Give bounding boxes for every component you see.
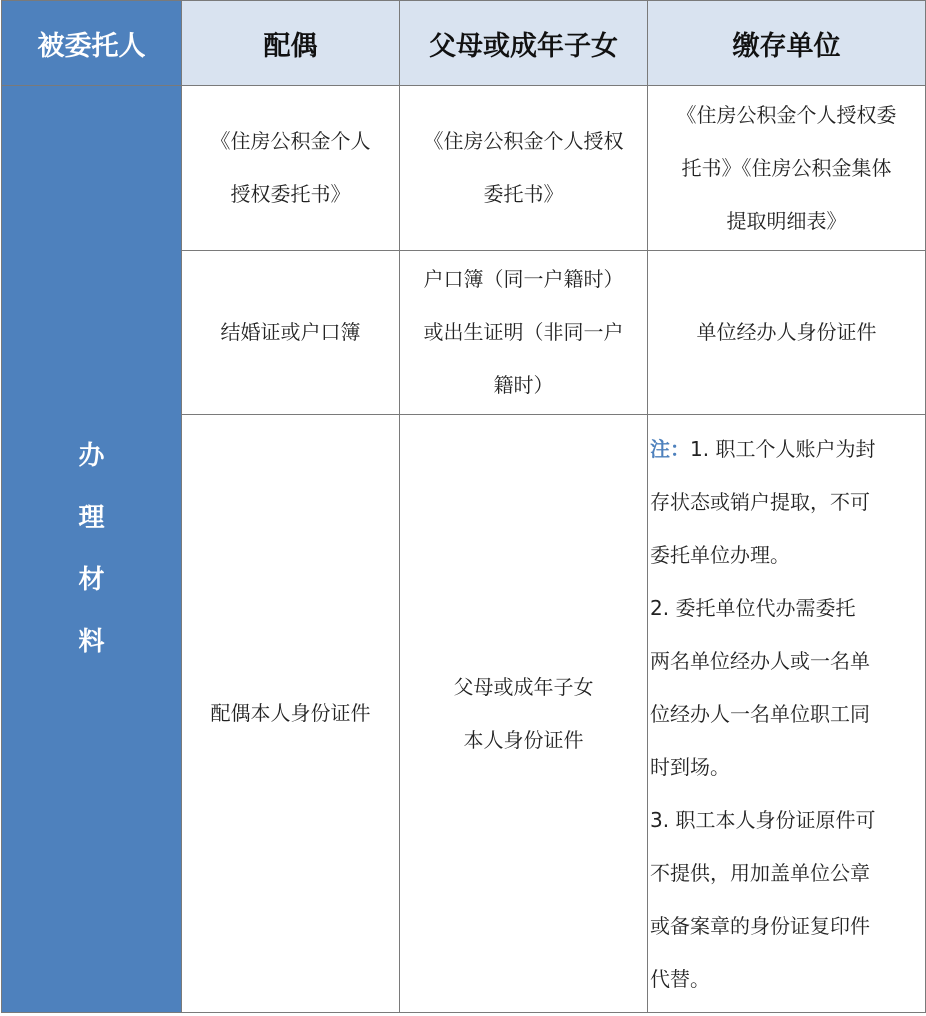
note-prefix: 注： (650, 437, 690, 461)
note-line: 2. 委托单位代办需委托 (650, 596, 856, 620)
note-line: 委托单位办理。 (650, 543, 790, 567)
cell-line: 配偶本人身份证件 (210, 701, 371, 725)
cell-line: 授权委托书》 (230, 182, 351, 206)
cell-line: 户口簿（同一户籍时） (423, 267, 624, 291)
row3-spouse (182, 415, 400, 1013)
header-row (2, 1, 926, 86)
cell-line: 结婚证或户口簿 (220, 320, 361, 344)
header-parents-children: 父母或成年子女 (400, 1, 648, 86)
note-line (650, 423, 923, 476)
row1-parents-children (400, 86, 648, 251)
side-label-cell (2, 86, 182, 1013)
cell-line: 托书》《住房公积金集体 (681, 155, 892, 180)
side-label: 办理材料 (78, 441, 105, 657)
note-line: 不提供，用加盖单位公章 (650, 861, 870, 885)
header-delegate: 被委托人 (2, 1, 182, 86)
note-line: 位经办人一名单位职工同 (650, 702, 870, 726)
note-line: 或备案章的身份证复印件 (650, 914, 870, 938)
cell-line: 或出生证明（非同一户 (423, 320, 624, 344)
cell-line: 委托书》 (483, 182, 564, 206)
row1-unit (648, 86, 926, 251)
row1-spouse (182, 86, 400, 251)
note-line: 两名单位经办人或一名单 (650, 649, 870, 673)
row2-parents-children (400, 251, 648, 415)
note-line: 时到场。 (650, 755, 730, 779)
header-spouse: 配偶 (182, 1, 400, 86)
note-line: 存状态或销户提取，不可 (650, 490, 870, 514)
table-row (2, 86, 926, 251)
cell-line: 《住房公积金个人授权 (423, 129, 624, 153)
row2-unit (648, 251, 926, 415)
note-text: 1. 职工个人账户为封 (690, 437, 876, 461)
row2-spouse (182, 251, 400, 415)
note-line: 代替。 (650, 967, 710, 991)
cell-line: 籍时） (493, 373, 554, 397)
header-unit: 缴存单位 (648, 1, 926, 86)
cell-line: 提取明细表》 (726, 208, 847, 233)
cell-line: 父母或成年子女 (453, 674, 594, 699)
row3-parents-children (400, 415, 648, 1013)
row3-unit-notes (648, 415, 926, 1013)
cell-line: 本人身份证件 (463, 727, 584, 752)
cell-line: 《住房公积金个人 (210, 129, 371, 153)
note-line: 3. 职工本人身份证原件可 (650, 808, 876, 832)
cell-line: 单位经办人身份证件 (696, 320, 877, 344)
cell-line: 《住房公积金个人授权委 (676, 102, 897, 127)
delegation-materials-table (1, 0, 926, 1013)
